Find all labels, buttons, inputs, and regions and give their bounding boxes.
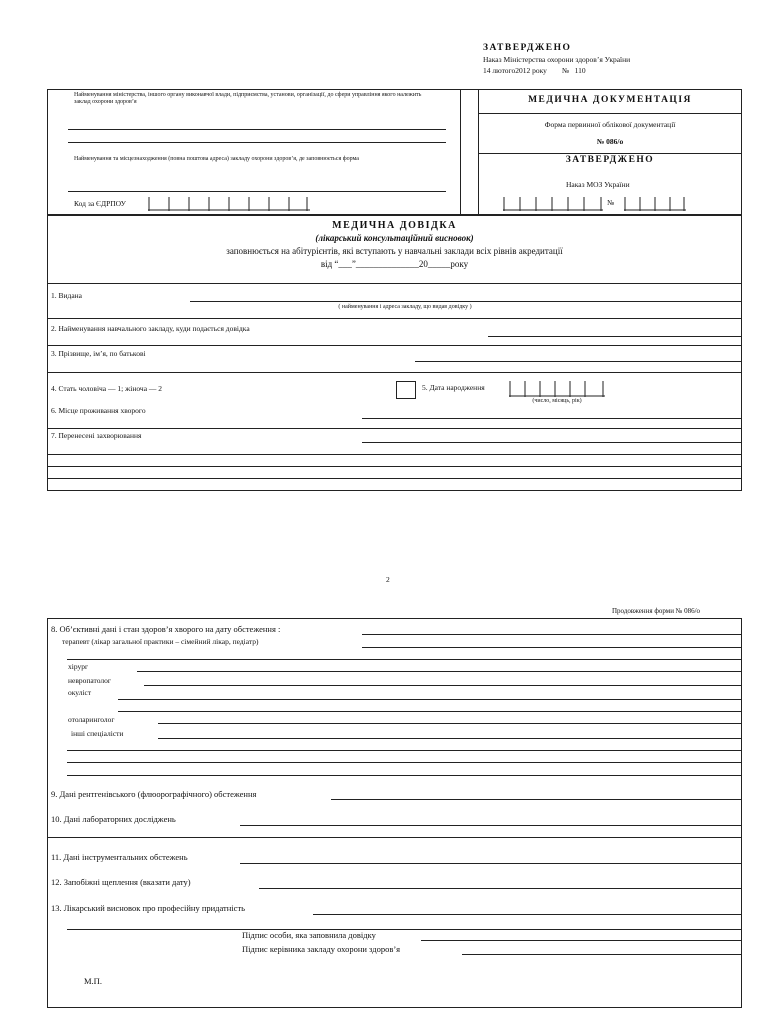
field-name-line[interactable] xyxy=(415,361,742,362)
neurologist-label: невропатолог xyxy=(68,676,111,685)
instrumental-line[interactable] xyxy=(240,863,742,864)
edrpou-label: Код за ЄДРПОУ xyxy=(74,199,126,208)
order-number-sign: № xyxy=(607,198,615,207)
field-issued-line[interactable] xyxy=(190,301,742,302)
field-school-line[interactable] xyxy=(488,336,742,337)
stamp-label: М.П. xyxy=(84,976,102,986)
sign-head-line[interactable] xyxy=(462,954,742,955)
page1-body-frame xyxy=(47,215,742,491)
approval-title: ЗАТВЕРДЖЕНО xyxy=(483,43,572,53)
moz-order-label: Наказ МОЗ України xyxy=(566,180,630,189)
sign-head-label: Підпис керівника закладу охорони здоров’я xyxy=(242,944,401,954)
therapist-label: терапевт (лікар загальної практики – сімейний лікар, педіатр) xyxy=(62,637,259,646)
field-vaccinations-label: 12. Запобіжні щеплення (вказати дату) xyxy=(51,877,191,887)
birth-date-hint: (число, місяць, рік) xyxy=(532,398,582,404)
form-number: № 086/о xyxy=(596,137,624,146)
vaccinations-line[interactable] xyxy=(259,888,742,889)
birth-date-cells[interactable] xyxy=(509,381,605,397)
med-doc-title: МЕДИЧНА ДОКУМЕНТАЦІЯ xyxy=(528,95,692,105)
certificate-title: МЕДИЧНА ДОВІДКА xyxy=(332,220,457,231)
edrpou-cells[interactable] xyxy=(148,197,310,211)
field-residence-label: 6. Місце проживання хворого xyxy=(51,406,146,415)
order-date-cells[interactable] xyxy=(503,197,603,211)
form-primary-label: Форма первинної облікової документації xyxy=(544,120,676,129)
certificate-note: заповнюється на абітурієнтів, які вступають у навчальні заклади всіх рівнів акредитації xyxy=(226,246,563,256)
sex-checkbox[interactable] xyxy=(396,381,416,399)
sign-filler-label: Підпис особи, яка заповнила довідку xyxy=(242,930,376,940)
page-number: 2 xyxy=(386,575,390,584)
certificate-subtitle: (лікарський консультаційний висновок) xyxy=(315,233,474,243)
facility-label: Найменування та місцезнаходження (повна поштова адреса) закладу охорони здоров’я, де заповнюється форма xyxy=(74,156,359,162)
field-conclusion-label: 13. Лікарський висновок про професійну придатність xyxy=(51,903,246,913)
ministry-label: Найменування міністерства, іншого органу виконавчої влади, підприємства, установи, організації, до сфери управління якого належить заклад охорони здоров’я xyxy=(74,92,422,105)
surgeon-label: хірург xyxy=(68,662,89,671)
approval-date: 14 лютого2012 року № 110 xyxy=(483,66,586,75)
conclusion-line[interactable] xyxy=(313,914,742,915)
xray-line[interactable] xyxy=(331,799,742,800)
sign-filler-line[interactable] xyxy=(421,940,742,941)
header-approved-title: ЗАТВЕРДЖЕНО xyxy=(565,155,655,165)
therapist-line[interactable] xyxy=(362,647,742,648)
order-number-cells[interactable] xyxy=(624,197,686,211)
continuation-label: Продовження форми № 086/о xyxy=(612,607,701,615)
field-issued-label: 1. Видана xyxy=(51,291,83,300)
certificate-date[interactable]: від “___”______________20_____року xyxy=(320,259,469,269)
ophthalmologist-label: окуліст xyxy=(68,688,92,697)
surgeon-line[interactable] xyxy=(137,671,742,672)
field-objective-label: 8. Об’єктивні дані і стан здоров’я хворого на дату обстеження : xyxy=(51,624,281,634)
others-label: інші спеціалісти xyxy=(71,729,124,738)
lab-line[interactable] xyxy=(240,825,742,826)
ent-line[interactable] xyxy=(158,723,742,724)
field-diseases-line[interactable] xyxy=(362,442,742,443)
field-diseases-label: 7. Перенесені захворювання xyxy=(51,431,142,440)
field-birth-label: 5. Дата народження xyxy=(422,383,485,392)
field-xray-label: 9. Дані рентгенівського (флюорографічного) обстеження xyxy=(51,789,257,799)
field-lab-label: 10. Дані лабораторних досліджень xyxy=(51,814,176,824)
field-residence-line[interactable] xyxy=(362,418,742,419)
ophthalmologist-line[interactable] xyxy=(118,699,742,700)
field-instrumental-label: 11. Дані інструментальних обстежень xyxy=(51,852,188,862)
field-name-label: 3. Прізвище, ім’я, по батькові xyxy=(51,349,146,358)
approval-order: Наказ Міністерства охорони здоров’я України xyxy=(483,55,631,64)
neurologist-line[interactable] xyxy=(144,685,742,686)
field-school-label: 2. Найменування навчального закладу, куди подається довідка xyxy=(51,324,250,333)
field-sex-label: 4. Стать чоловіча — 1; жіноча — 2 xyxy=(51,384,163,393)
ent-label: отоларинголог xyxy=(68,715,115,724)
others-line[interactable] xyxy=(158,738,742,739)
field-issued-hint: ( найменування і адреса закладу, що видав довідку ) xyxy=(338,304,472,310)
